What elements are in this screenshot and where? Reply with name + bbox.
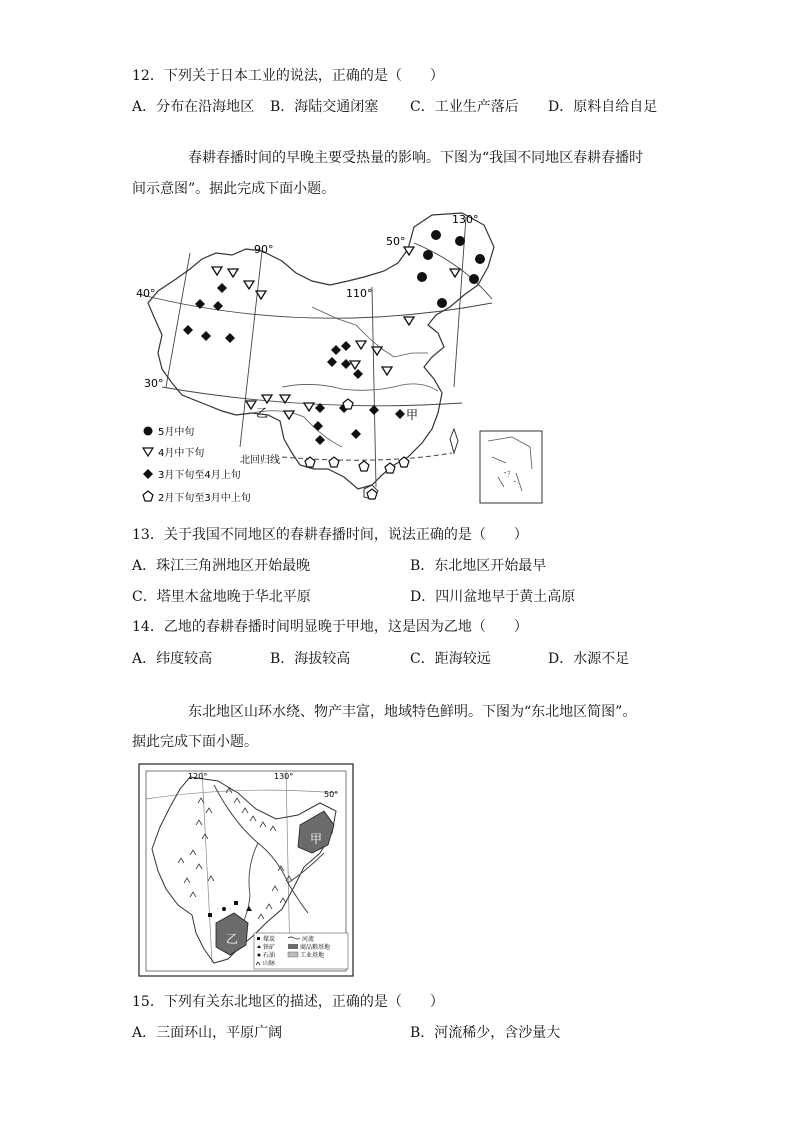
q14-option-d: D．水源不足 [548, 651, 630, 667]
tropic-label: 北回归线 [240, 455, 280, 466]
q12-option-d: D．原料自给自足 [548, 99, 658, 115]
q14-option-a: A．纬度较高 [132, 651, 213, 667]
q15-stem: 15．下列有关东北地区的描述，正确的是（ ） [132, 994, 444, 1010]
map2-lat-50: 50° [324, 790, 339, 799]
place-label-yi: 乙 [256, 406, 269, 420]
map2-legend-grain-base: 商品粮基地 [300, 944, 331, 951]
map2-legend-coal: 煤炭 [263, 936, 276, 943]
map2-lon-130: 130° [274, 772, 294, 781]
map2-legend-oil: 石油 [263, 952, 276, 959]
legend-may-mid: 5月中旬 [158, 427, 195, 438]
northeast-china-map [138, 763, 354, 977]
map2-legend-mountain: 山脉 [263, 960, 276, 967]
map2-place-yi: 乙 [226, 932, 239, 946]
q12-option-c: C．工业生产落后 [410, 99, 519, 115]
q12-option-b: B．海陆交通闭塞 [270, 99, 379, 115]
legend-april-mid-late: 4月中下旬 [158, 448, 205, 459]
passage2-line2: 据此完成下面小题。 [132, 734, 258, 750]
legend-march-late-april-early: 3月下旬至4月上旬 [158, 470, 241, 481]
q12-option-a: A．分布在沿海地区 [132, 99, 255, 115]
lon-label-90: 90° [254, 243, 274, 256]
lon-label-110: 110° [346, 287, 373, 300]
passage1-line2: 间示意图”。据此完成下面小题。 [132, 181, 336, 197]
lat-label-40: 40° [136, 287, 156, 300]
map2-legend-industrial-base: 工业基地 [300, 952, 325, 959]
q13-option-c: C．塔里木盆地晚于华北平原 [132, 589, 311, 605]
q14-option-c: C．距海较远 [410, 651, 491, 667]
q15-option-a: A．三面环山，平原广阔 [132, 1025, 283, 1041]
map2-place-jia: 甲 [310, 832, 323, 846]
q15-option-b: B．河流稀少，含沙量大 [410, 1025, 561, 1041]
china-spring-sowing-map [132, 207, 552, 507]
map2-legend-iron: 铁矿 [263, 944, 276, 951]
lat-label-30: 30° [144, 377, 164, 390]
passage2-line1: 东北地区山环水绕、物产丰富，地域特色鲜明。下图为“东北地区简图”。 [188, 704, 637, 720]
place-label-jia: 甲 [406, 408, 419, 422]
map2-lon-120: 120° [188, 772, 208, 781]
q14-stem: 14．乙地的春耕春播时间明显晚于甲地，这是因为乙地（ ） [132, 619, 528, 635]
lat-label-50: 50° [386, 235, 406, 248]
q13-option-a: A．珠江三角洲地区开始最晚 [132, 558, 311, 574]
q12-stem: 12．下列关于日本工业的说法，正确的是（ ） [132, 68, 444, 84]
map2-legend-river: 河流 [302, 936, 315, 943]
q13-option-b: B．东北地区开始最早 [410, 558, 547, 574]
q13-option-d: D．四川盆地早于黄土高原 [410, 589, 576, 605]
q13-stem: 13．关于我国不同地区的春耕春播时间，说法正确的是（ ） [132, 527, 528, 543]
lon-label-130: 130° [452, 213, 479, 226]
legend-feb-late-march-mid: 2月下旬至3月中上旬 [158, 493, 251, 504]
south-china-sea-inset [480, 431, 542, 503]
passage1-line1: 春耕春播时间的早晚主要受热量的影响。下图为“我国不同地区春耕春播时 [188, 150, 644, 166]
q14-option-b: B．海拔较高 [270, 651, 351, 667]
